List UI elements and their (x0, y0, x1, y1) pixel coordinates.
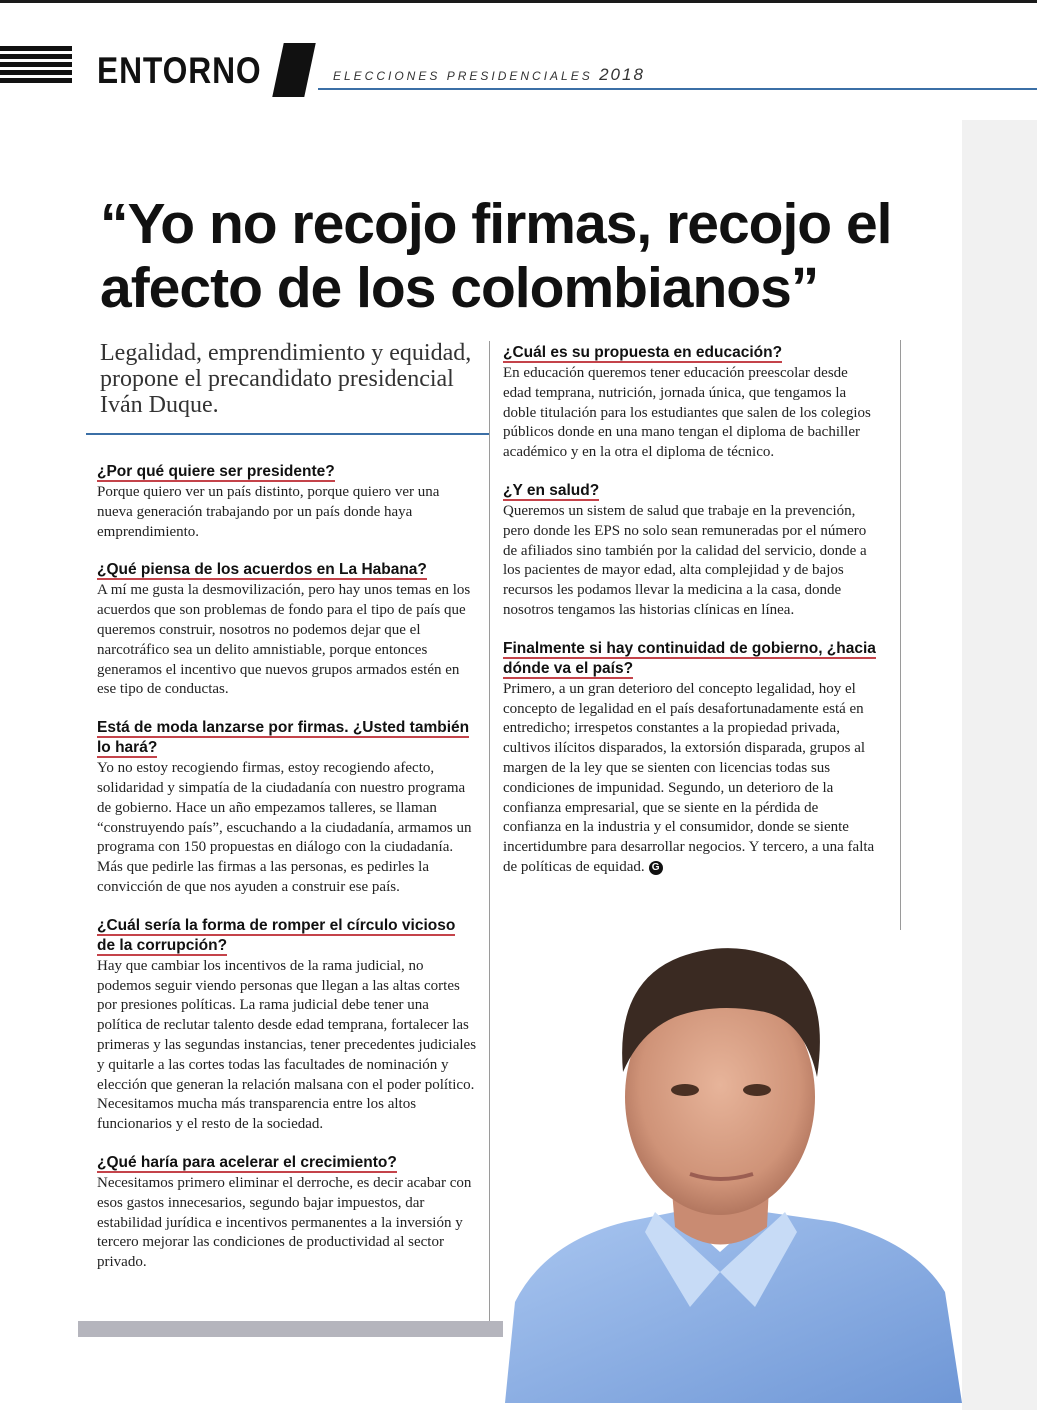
answer: A mí me gusta la desmovilización, pero hay unos temas en los acuerdos que son problemas de fondo para el tipo de país que queremos construir, nosotros no podemos dejar que el narcotráfico sea un delito amnistiable, porque entonces generamos el incentivo que nuevos grupos armados estén en ese tipo de conductas. (97, 582, 471, 698)
qa-item (503, 481, 878, 621)
answer: Yo no estoy recogiendo firmas, estoy recogiendo afecto, solidaridad y simpatía de la ciudadanía con nuestro programa de gobierno. Hace un año empezamos talleres, se llaman “construyendo país”, escuchando a la ciudadanía, armamos un programa con 150 propuestas en diálogo con la ciudadanía. Más que pedirle las firmas a las personas, es pedirles la convicción de que nos ayuden a construir ese país. (97, 760, 472, 895)
qa-item (97, 718, 477, 898)
qa-item (97, 560, 477, 700)
question: ¿Qué piensa de los acuerdos en La Habana? (97, 561, 427, 579)
section-stripes (0, 46, 72, 92)
qa-item (503, 343, 878, 463)
question: ¿Cuál es su propuesta en educación? (503, 344, 783, 361)
lede: Legalidad, emprendimiento y equidad, propone el precandidato presidencial Iván Duque. (100, 340, 472, 418)
top-border (0, 0, 1037, 3)
section-slash (272, 43, 315, 97)
left-eye (671, 1084, 699, 1096)
running-head-text: ELECCIONES PRESIDENCIALES (333, 69, 593, 83)
answer (503, 680, 878, 878)
qa-item (503, 639, 878, 878)
page-edge-shade (962, 120, 1037, 1410)
running-head-year: 2018 (599, 65, 645, 84)
lede-rule (86, 433, 490, 435)
question: ¿Y en salud? (503, 481, 600, 499)
qa-item (97, 916, 477, 1135)
left-column (97, 462, 477, 1291)
question: Finalmente si hay continuidad de gobierno, ¿hacia dónde va el país? (503, 639, 876, 677)
answer-text: Primero, a un gran deterioro del concepto legalidad, hoy el concepto de legalidad en el país desafortunadamente está en entredicho; irrespetos constantes a la propiedad privada, cultivos ilícitos disparados, la extorsión disparada, grupos al margen de la ley que se sienten con licencias todas sus condiciones de impunidad. Segundo, un deterioro de la confianza empresarial, que se siente en la pérdida de confianza en la industria y el consumidor, donde se siente incertidumbre para desarrollar negocios. Y tercero, a una falta de políticas de equidad. (503, 680, 875, 875)
right-eye (743, 1084, 771, 1096)
answer: Necesitamos primero eliminar el derroche, es decir acabar con esos gastos innecesarios, segundo bajar impuestos, dar estabilidad jurídica e incentivos permanentes a la inversión y tercero mejorar las condiciones de productividad al sector privado. (97, 1174, 472, 1271)
qa-item (97, 462, 477, 542)
headline: “Yo no recojo firmas, recojo el afecto de los colombianos” (100, 192, 892, 320)
question: ¿Qué haría para acelerar el crecimiento? (97, 1153, 397, 1171)
bottom-bar (78, 1321, 503, 1337)
answer: Queremos un sistem de salud que trabaje en la prevención, pero donde les EPS no solo sean remuneradas por el número de afiliados sino también por la calidad del servicio, donde a los pacientes de mayor edad, alta complejidad y de bajos recursos les podamos llevar la medicina a la casa, donde nosotros tengamos las historias clínicas en línea. (503, 502, 867, 618)
end-mark-icon: G (649, 861, 663, 875)
question: ¿Por qué quiere ser presidente? (97, 463, 335, 480)
answer: Porque quiero ver un país distinto, porque quiero ver una nueva generación trabajando por un país donde haya emprendimiento. (97, 484, 440, 540)
right-column (503, 343, 878, 896)
answer: En educación queremos tener educación preescolar desde edad temprana, nutrición, jornada única, que tengamos la doble titulación para los estudiantes que salen de los colegios públicos donde en una mano tengan el diploma de bachiller académico y en la otra el diploma de técnico. (503, 365, 871, 461)
column-divider (489, 341, 490, 1326)
running-head (333, 65, 645, 85)
answer: Hay que cambiar los incentivos de la rama judicial, no podemos seguir viendo personas que llegan a las altas cortes por presiones políticas. La rama judicial debe tener una política de reclutar talento desde edad temprana, fortalecer las primeras y las segundas instancias, tener precedentes judiciales y quitarle a las cortes todas las facultades de nominación y elección que generan la relación malsana con el poder político. Necesitamos mucha más transparencia entre los altos funcionarios y el resto de la sociedad. (97, 957, 477, 1133)
qa-item (97, 1153, 477, 1273)
header-rule (318, 88, 1037, 90)
question: ¿Cuál sería la forma de romper el círculo vicioso de la corrupción? (97, 916, 456, 954)
candidate-portrait (505, 912, 962, 1403)
right-column-rule (900, 340, 901, 930)
section-label: ENTORNO (97, 50, 262, 91)
question: Está de moda lanzarse por firmas. ¿Usted también lo hará? (97, 719, 470, 757)
